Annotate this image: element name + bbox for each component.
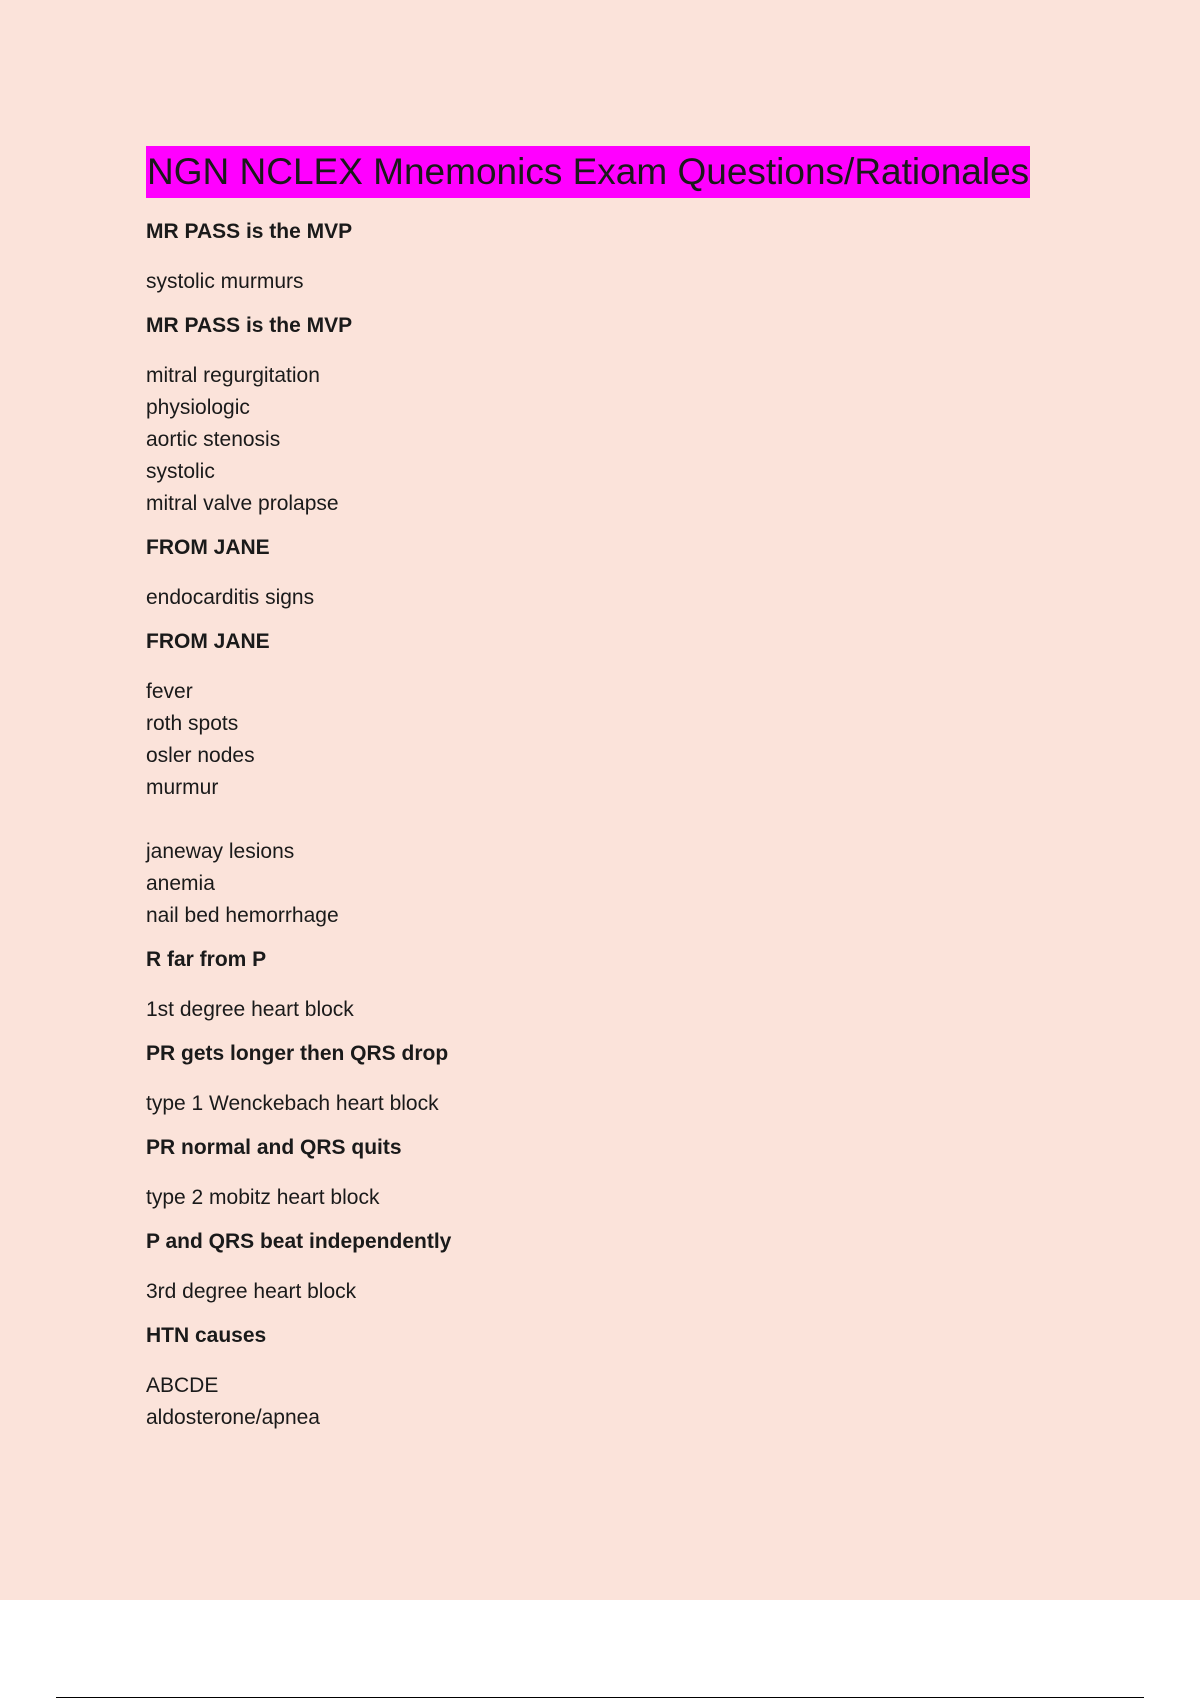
entry-body xyxy=(146,1370,1106,1434)
entry-body xyxy=(146,1276,1106,1308)
entry-line: nail bed hemorrhage xyxy=(146,904,339,927)
entry-line xyxy=(146,804,1106,836)
entry-heading: PR normal and QRS quits xyxy=(146,1136,402,1159)
entry-heading: FROM JANE xyxy=(146,630,270,653)
entry-line: endocarditis signs xyxy=(146,586,315,609)
entry-line: aldosterone/apnea xyxy=(146,1406,320,1429)
entry-line: roth spots xyxy=(146,712,239,735)
entry-body xyxy=(146,360,1106,520)
entry-line: 1st degree heart block xyxy=(146,998,354,1021)
entry-line: fever xyxy=(146,680,193,703)
entry-line: aortic stenosis xyxy=(146,428,281,451)
entry-line: anemia xyxy=(146,872,215,895)
entry-body xyxy=(146,994,1106,1026)
entry-body xyxy=(146,266,1106,298)
entry-line: osler nodes xyxy=(146,744,255,767)
entry-line: mitral valve prolapse xyxy=(146,492,339,515)
document-title: NGN NCLEX Mnemonics Exam Questions/Rationales xyxy=(146,146,1030,198)
entry-heading: R far from P xyxy=(146,948,267,971)
entry-line: systolic xyxy=(146,460,215,483)
entry-line: 3rd degree heart block xyxy=(146,1280,357,1303)
entry-line: janeway lesions xyxy=(146,840,295,863)
entry-line: ABCDE xyxy=(146,1374,219,1397)
entry-line: murmur xyxy=(146,776,219,799)
entry-line: type 1 Wenckebach heart block xyxy=(146,1092,439,1115)
entry-heading: HTN causes xyxy=(146,1324,267,1347)
entry-heading: MR PASS is the MVP xyxy=(146,220,353,243)
entry-body xyxy=(146,1182,1106,1214)
entry-body xyxy=(146,676,1106,932)
entry-line: systolic murmurs xyxy=(146,270,304,293)
footer-divider xyxy=(56,1697,1144,1698)
entry-heading: P and QRS beat independently xyxy=(146,1230,452,1253)
entry-heading: PR gets longer then QRS drop xyxy=(146,1042,449,1065)
entry-heading: FROM JANE xyxy=(146,536,270,559)
entry-line: physiologic xyxy=(146,396,250,419)
document-content xyxy=(146,146,1106,1448)
entry-line: type 2 mobitz heart block xyxy=(146,1186,380,1209)
entry-line: mitral regurgitation xyxy=(146,364,320,387)
entry-heading: MR PASS is the MVP xyxy=(146,314,353,337)
entry-body xyxy=(146,1088,1106,1120)
entry-body xyxy=(146,582,1106,614)
entry-list xyxy=(146,218,1106,1434)
